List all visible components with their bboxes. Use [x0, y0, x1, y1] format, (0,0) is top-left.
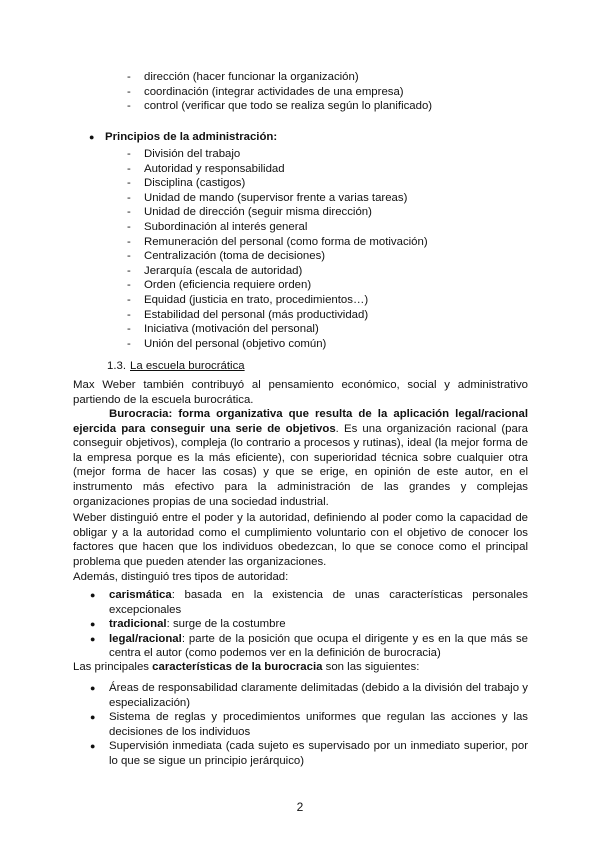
caracteristicas-paragraph — [73, 660, 528, 675]
list-item: - Autoridad y responsabilidad — [127, 162, 428, 177]
list-item: - Subordinación al interés general — [127, 220, 428, 235]
list-item — [90, 681, 528, 710]
list-item: - Estabilidad del personal (más productividad) — [127, 308, 428, 323]
list-item: - Centralización (toma de decisiones) — [127, 249, 428, 264]
bullet-icon: ● — [90, 633, 96, 644]
list-item: - Iniciativa (motivación del personal) — [127, 322, 428, 337]
characteristic-text: Sistema de reglas y procedimientos uniformes que regulan las acciones y las decisiones de los individuos — [109, 711, 528, 738]
characteristics-list — [90, 681, 528, 769]
authority-desc: : surge de la costumbre — [166, 618, 286, 631]
list-item — [90, 632, 528, 661]
burocracia-definition-paragraph — [73, 407, 528, 509]
list-item — [90, 710, 528, 739]
list-item: - Equidad (justicia en trato, procedimientos…) — [127, 293, 428, 308]
functions-list — [127, 70, 432, 114]
poder-autoridad-paragraph: Weber distinguió entre el poder y la autoridad, definiendo al poder como la capacidad de obligar y a la autoridad como el cumplimiento voluntario con el objetivo de conocer los factores que hacen que los individuos obedezcan, lo que se conoce como el principal problema que pueden atender las organizaciones. — [73, 512, 528, 568]
weber-intro-paragraph: Max Weber también contribuyó al pensamiento económico, social y administrativo partiendo de la escuela burocrática. — [73, 379, 528, 406]
section-heading — [107, 359, 245, 374]
list-item — [90, 588, 528, 617]
list-item: - División del trabajo — [127, 147, 428, 162]
bullet-icon: ● — [90, 590, 96, 600]
authority-desc: : parte de la posición que ocupa el dirigente y es en la que más se centra el autor (como podemos ver en la definición de burocracia) — [109, 632, 528, 660]
list-item: - coordinación (integrar actividades de una empresa) — [127, 85, 432, 100]
list-item — [90, 617, 528, 632]
list-item: - dirección (hacer funcionar la organización) — [127, 70, 432, 85]
authority-types-list — [90, 588, 528, 661]
page-number: 2 — [296, 800, 304, 814]
section-number: 1.3. — [107, 360, 126, 372]
bullet-icon: ● — [90, 683, 96, 693]
section-title: La escuela burocrática — [130, 360, 245, 372]
caracteristicas-bold: características de la burocracia — [152, 661, 323, 673]
principles-heading-text: Principios de la administración: — [105, 131, 278, 143]
list-item: - control (verificar que todo se realiza según lo planificado) — [127, 99, 432, 114]
list-item: - Disciplina (castigos) — [127, 176, 428, 191]
caracteristicas-pre: Las principales — [73, 661, 153, 673]
authority-term: carismática — [109, 589, 172, 601]
authority-term: tradicional — [109, 618, 167, 631]
bullet-icon: ● — [89, 132, 95, 142]
list-item: - Unidad de dirección (seguir misma dirección) — [127, 205, 428, 220]
principles-heading — [89, 130, 278, 145]
list-item: - Remuneración del personal (como forma de motivación) — [127, 235, 428, 250]
list-item: - Jerarquía (escala de autoridad) — [127, 264, 428, 279]
list-item: - Unidad de mando (supervisor frente a varias tareas) — [127, 191, 428, 206]
principles-list — [127, 147, 428, 351]
bullet-icon: ● — [90, 619, 96, 630]
list-item: - Unión del personal (objetivo común) — [127, 337, 428, 352]
list-item — [90, 739, 528, 768]
authority-desc: : basada en la existencia de unas características personales excepcionales — [109, 589, 528, 616]
bullet-icon: ● — [90, 712, 96, 723]
characteristic-text: Supervisión inmediata (cada sujeto es supervisado por un inmediato superior, por lo que se sigue un principio jerárquico) — [109, 740, 528, 767]
authority-term: legal/racional — [109, 632, 182, 645]
burocracia-definition-text: . Es una organización racional (para conseguir objetivos), compleja (lo contrario a procesos y rutinas), ideal (la mejor forma de la empresa porque es la más eficiente), con superioridad técnica sobre cualquier otra (mejor forma de hacer las cosas) y que se erige, en opinión de este autor, en el instrumento más efectivo para la administración de las grandes y complejas organizaciones propias de una sociedad industrial. — [73, 422, 528, 508]
caracteristicas-post: son las siguientes: — [322, 661, 420, 673]
list-item: - Orden (eficiencia requiere orden) — [127, 278, 428, 293]
bullet-icon: ● — [90, 741, 96, 752]
characteristic-text: Áreas de responsabilidad claramente delimitadas (debido a la división del trabajo y especialización) — [109, 682, 528, 709]
burocracia-definition-bold: Burocracia: forma organizativa que resulta de la aplicación legal/racional ejercida para conseguir una serie de objetivos — [73, 408, 528, 435]
tres-tipos-paragraph: Además, distinguió tres tipos de autoridad: — [73, 571, 289, 583]
